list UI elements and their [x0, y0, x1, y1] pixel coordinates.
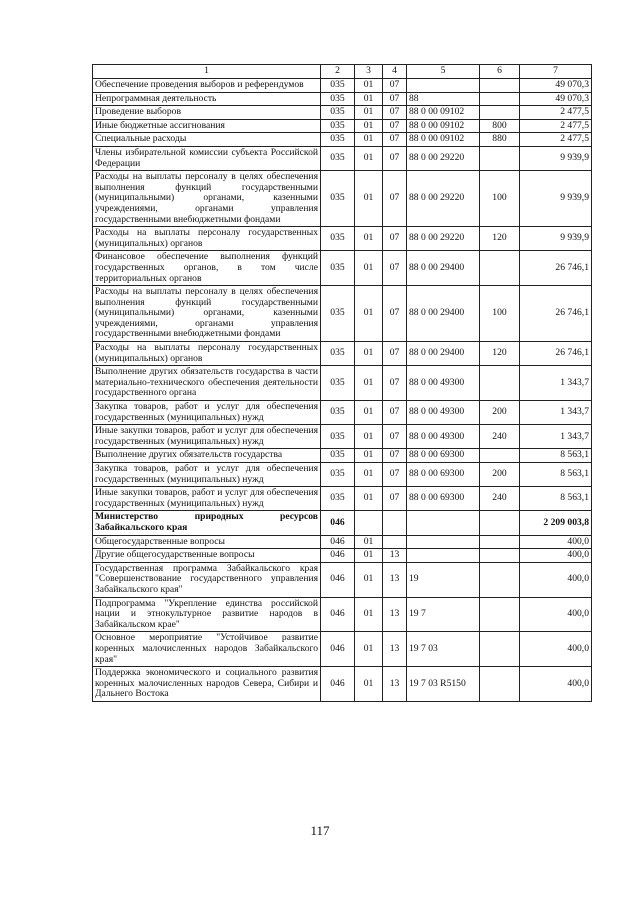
table-row	[93, 549, 592, 563]
page-number: 117	[310, 823, 330, 838]
amount-cell: 1 343,7	[520, 401, 592, 425]
target-article-cell: 88 0 00 29400	[407, 251, 480, 286]
subsection-cell: 01	[355, 487, 383, 511]
row-name-cell: Закупка товаров, работ и услуг для обеспечения государственных (муниципальных) нужд	[93, 463, 321, 487]
target-article-cell	[407, 549, 480, 563]
row-name-cell: Выполнение других обязательств государства	[93, 449, 321, 463]
table-row	[93, 146, 592, 170]
subsection2-cell: 07	[383, 425, 407, 449]
subsection2-cell: 07	[383, 251, 407, 286]
target-article-cell: 88 0 00 49300	[407, 366, 480, 401]
section-code-cell: 035	[321, 487, 355, 511]
expense-type-cell	[480, 146, 520, 170]
section-code-cell: 035	[321, 79, 355, 93]
expense-type-cell: 100	[480, 171, 520, 227]
row-name-cell: Специальные расходы	[93, 133, 321, 147]
section-code-cell: 046	[321, 632, 355, 667]
row-name-cell: Основное мероприятие "Устойчивое развитие коренных малочисленных народов Забайкальского края"	[93, 632, 321, 667]
section-code-cell: 046	[321, 597, 355, 632]
amount-cell: 9 939,9	[520, 227, 592, 251]
amount-cell: 1 343,7	[520, 425, 592, 449]
subsection-cell: 01	[355, 286, 383, 342]
target-article-cell: 19 7 03 R5150	[407, 667, 480, 702]
subsection-cell: 01	[355, 425, 383, 449]
subsection2-cell: 07	[383, 342, 407, 366]
section-code-cell: 035	[321, 342, 355, 366]
subsection-cell: 01	[355, 597, 383, 632]
section-code-cell: 035	[321, 251, 355, 286]
subsection2-cell: 07	[383, 133, 407, 147]
table-row	[93, 597, 592, 632]
target-article-cell	[407, 535, 480, 549]
table-row	[93, 133, 592, 147]
subsection-cell: 01	[355, 133, 383, 147]
expense-type-cell	[480, 251, 520, 286]
row-name-cell: Закупка товаров, работ и услуг для обеспечения государственных (муниципальных) нужд	[93, 401, 321, 425]
expense-type-cell: 120	[480, 342, 520, 366]
section-code-cell: 046	[321, 562, 355, 597]
expense-type-cell	[480, 562, 520, 597]
expense-type-cell	[480, 449, 520, 463]
table-row	[93, 449, 592, 463]
table-row	[93, 286, 592, 342]
expense-type-cell	[480, 511, 520, 535]
subsection-cell: 01	[355, 92, 383, 106]
subsection-cell	[355, 511, 383, 535]
expense-type-cell: 200	[480, 401, 520, 425]
amount-cell: 2 209 003,8	[520, 511, 592, 535]
subsection-cell: 01	[355, 535, 383, 549]
amount-cell: 400,0	[520, 597, 592, 632]
section-code-cell: 035	[321, 401, 355, 425]
row-name-cell: Иные закупки товаров, работ и услуг для обеспечения государственных (муниципальных) нужд	[93, 425, 321, 449]
table-row	[93, 92, 592, 106]
subsection2-cell: 13	[383, 562, 407, 597]
row-name-cell: Расходы на выплаты персоналу в целях обеспечения выполнения функций государственными (муниципальными) органами, казенными учреждениями, органами управления государственными внебюджетными фондами	[93, 286, 321, 342]
budget-table	[92, 64, 592, 702]
target-article-cell: 19	[407, 562, 480, 597]
header-cell: 6	[480, 65, 520, 79]
subsection2-cell	[383, 511, 407, 535]
header-cell: 5	[407, 65, 480, 79]
table-row	[93, 251, 592, 286]
row-name-cell: Финансовое обеспечение выполнения функций государственных органов, в том числе территориальных органов	[93, 251, 321, 286]
subsection2-cell: 07	[383, 366, 407, 401]
amount-cell: 49 070,3	[520, 92, 592, 106]
amount-cell: 8 563,1	[520, 463, 592, 487]
table-row	[93, 632, 592, 667]
section-code-cell: 035	[321, 425, 355, 449]
expense-type-cell	[480, 667, 520, 702]
section-code-cell: 046	[321, 667, 355, 702]
header-cell: 1	[93, 65, 321, 79]
subsection2-cell: 07	[383, 171, 407, 227]
expense-type-cell	[480, 366, 520, 401]
subsection-cell: 01	[355, 562, 383, 597]
table-row	[93, 535, 592, 549]
amount-cell: 8 563,1	[520, 487, 592, 511]
amount-cell: 400,0	[520, 667, 592, 702]
expense-type-cell: 100	[480, 286, 520, 342]
subsection-cell: 01	[355, 119, 383, 133]
table-row	[93, 342, 592, 366]
row-name-cell: Расходы на выплаты персоналу государственных (муниципальных) органов	[93, 342, 321, 366]
row-name-cell: Расходы на выплаты персоналу государственных (муниципальных) органов	[93, 227, 321, 251]
header-cell: 4	[383, 65, 407, 79]
section-code-cell: 046	[321, 535, 355, 549]
expense-type-cell: 240	[480, 425, 520, 449]
subsection2-cell: 13	[383, 632, 407, 667]
expense-type-cell: 240	[480, 487, 520, 511]
section-code-cell: 035	[321, 106, 355, 120]
table-row	[93, 366, 592, 401]
amount-cell: 2 477,5	[520, 133, 592, 147]
row-name-cell: Подпрограмма "Укрепление единства российской нации и этнокультурное развитие народов в Забайкальском крае"	[93, 597, 321, 632]
row-name-cell: Государственная программа Забайкальского края "Совершенствование государственного управления Забайкальского края"	[93, 562, 321, 597]
target-article-cell: 19 7	[407, 597, 480, 632]
target-article-cell: 88 0 00 69300	[407, 449, 480, 463]
amount-cell: 2 477,5	[520, 106, 592, 120]
target-article-cell: 88 0 00 69300	[407, 487, 480, 511]
section-code-cell: 035	[321, 92, 355, 106]
subsection-cell: 01	[355, 667, 383, 702]
table-row	[93, 667, 592, 702]
subsection-cell: 01	[355, 106, 383, 120]
target-article-cell: 88	[407, 92, 480, 106]
subsection-cell: 01	[355, 79, 383, 93]
subsection-cell: 01	[355, 251, 383, 286]
target-article-cell: 88 0 00 09102	[407, 133, 480, 147]
amount-cell: 400,0	[520, 632, 592, 667]
section-code-cell: 035	[321, 119, 355, 133]
expense-type-cell	[480, 535, 520, 549]
amount-cell: 8 563,1	[520, 449, 592, 463]
section-code-cell: 035	[321, 146, 355, 170]
table-row	[93, 463, 592, 487]
subsection2-cell: 07	[383, 146, 407, 170]
section-code-cell: 046	[321, 511, 355, 535]
section-code-cell: 035	[321, 286, 355, 342]
section-code-cell: 035	[321, 463, 355, 487]
expense-type-cell	[480, 549, 520, 563]
target-article-cell: 88 0 00 29400	[407, 342, 480, 366]
amount-cell: 2 477,5	[520, 119, 592, 133]
subsection-cell: 01	[355, 366, 383, 401]
subsection-cell: 01	[355, 146, 383, 170]
section-code-cell: 035	[321, 133, 355, 147]
expense-type-cell: 200	[480, 463, 520, 487]
header-cell: 7	[520, 65, 592, 79]
subsection2-cell: 07	[383, 227, 407, 251]
expense-type-cell: 880	[480, 133, 520, 147]
subsection2-cell: 07	[383, 119, 407, 133]
table-row	[93, 79, 592, 93]
row-name-cell: Расходы на выплаты персоналу в целях обеспечения выполнения функций государственными (муниципальными) органами, казенными учреждениями, органами управления государственными внебюджетными фондами	[93, 171, 321, 227]
table-row	[93, 562, 592, 597]
row-name-cell: Общегосударственные вопросы	[93, 535, 321, 549]
table-row	[93, 119, 592, 133]
amount-cell: 400,0	[520, 549, 592, 563]
subsection-cell: 01	[355, 549, 383, 563]
expense-type-cell	[480, 106, 520, 120]
expense-type-cell	[480, 597, 520, 632]
subsection-cell: 01	[355, 227, 383, 251]
target-article-cell	[407, 79, 480, 93]
subsection2-cell	[383, 535, 407, 549]
row-name-cell: Члены избирательной комиссии субъекта Российской Федерации	[93, 146, 321, 170]
row-name-cell: Непрограммная деятельность	[93, 92, 321, 106]
subsection-cell: 01	[355, 463, 383, 487]
amount-cell: 26 746,1	[520, 342, 592, 366]
subsection2-cell: 07	[383, 401, 407, 425]
subsection2-cell: 07	[383, 106, 407, 120]
subsection-cell: 01	[355, 401, 383, 425]
table-row	[93, 106, 592, 120]
row-name-cell: Министерство природных ресурсов Забайкальского края	[93, 511, 321, 535]
amount-cell: 26 746,1	[520, 286, 592, 342]
subsection2-cell: 07	[383, 449, 407, 463]
subsection2-cell: 07	[383, 286, 407, 342]
expense-type-cell: 800	[480, 119, 520, 133]
target-article-cell: 88 0 00 09102	[407, 119, 480, 133]
table-row	[93, 171, 592, 227]
amount-cell: 26 746,1	[520, 251, 592, 286]
subsection2-cell: 07	[383, 463, 407, 487]
table-row	[93, 401, 592, 425]
subsection2-cell: 07	[383, 487, 407, 511]
target-article-cell: 88 0 00 29220	[407, 227, 480, 251]
target-article-cell: 88 0 00 29400	[407, 286, 480, 342]
table-row	[93, 487, 592, 511]
expense-type-cell: 120	[480, 227, 520, 251]
section-code-cell: 035	[321, 449, 355, 463]
expense-type-cell	[480, 632, 520, 667]
target-article-cell: 19 7 03	[407, 632, 480, 667]
target-article-cell: 88 0 00 69300	[407, 463, 480, 487]
row-name-cell: Выполнение других обязательств государства в части материально-технического обеспечения деятельности государственного органа	[93, 366, 321, 401]
table-row	[93, 511, 592, 535]
table-header-row	[93, 65, 592, 79]
row-name-cell: Обеспечение проведения выборов и референдумов	[93, 79, 321, 93]
row-name-cell: Иные закупки товаров, работ и услуг для обеспечения государственных (муниципальных) нужд	[93, 487, 321, 511]
expense-type-cell	[480, 79, 520, 93]
subsection-cell: 01	[355, 171, 383, 227]
target-article-cell: 88 0 00 29220	[407, 171, 480, 227]
amount-cell: 1 343,7	[520, 366, 592, 401]
target-article-cell	[407, 511, 480, 535]
subsection-cell: 01	[355, 449, 383, 463]
amount-cell: 400,0	[520, 535, 592, 549]
amount-cell: 400,0	[520, 562, 592, 597]
amount-cell: 9 939,9	[520, 171, 592, 227]
row-name-cell: Проведение выборов	[93, 106, 321, 120]
target-article-cell: 88 0 00 29220	[407, 146, 480, 170]
target-article-cell: 88 0 00 49300	[407, 425, 480, 449]
target-article-cell: 88 0 00 49300	[407, 401, 480, 425]
subsection2-cell: 13	[383, 667, 407, 702]
subsection2-cell: 07	[383, 92, 407, 106]
subsection2-cell: 13	[383, 597, 407, 632]
subsection-cell: 01	[355, 632, 383, 667]
section-code-cell: 046	[321, 549, 355, 563]
subsection2-cell: 13	[383, 549, 407, 563]
amount-cell: 49 070,3	[520, 79, 592, 93]
target-article-cell: 88 0 00 09102	[407, 106, 480, 120]
amount-cell: 9 939,9	[520, 146, 592, 170]
row-name-cell: Поддержка экономического и социального развития коренных малочисленных народов Севера, Сибири и Дальнего Востока	[93, 667, 321, 702]
section-code-cell: 035	[321, 171, 355, 227]
section-code-cell: 035	[321, 227, 355, 251]
row-name-cell: Другие общегосударственные вопросы	[93, 549, 321, 563]
table-row	[93, 425, 592, 449]
row-name-cell: Иные бюджетные ассигнования	[93, 119, 321, 133]
subsection2-cell: 07	[383, 79, 407, 93]
table-row	[93, 227, 592, 251]
budget-table-container	[92, 64, 591, 702]
subsection-cell: 01	[355, 342, 383, 366]
expense-type-cell	[480, 92, 520, 106]
header-cell: 2	[321, 65, 355, 79]
header-cell: 3	[355, 65, 383, 79]
section-code-cell: 035	[321, 366, 355, 401]
